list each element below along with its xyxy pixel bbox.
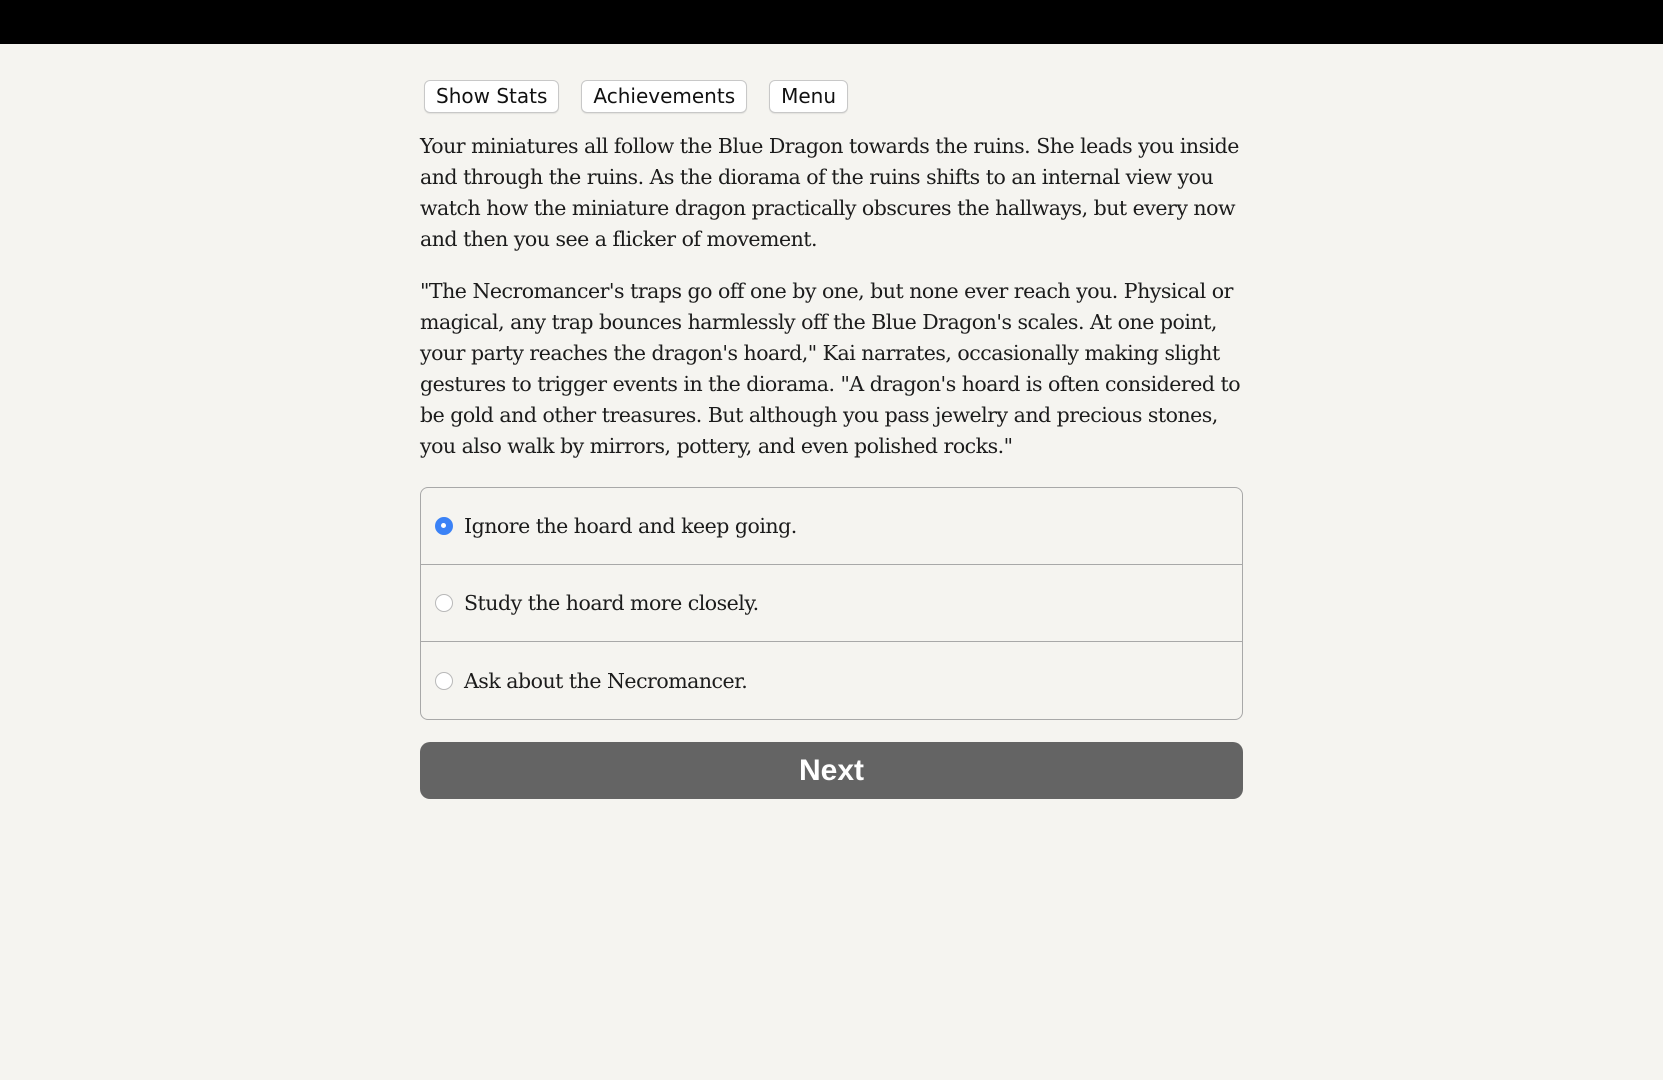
next-button[interactable]: Next	[420, 742, 1243, 799]
choice-label: Ignore the hoard and keep going.	[464, 514, 797, 538]
story-paragraph: Your miniatures all follow the Blue Dragon towards the ruins. She leads you inside and through the ruins. As the diorama of the ruins shifts to an internal view you watch how the miniature dragon practically obscures the hallways, but every now and then you see a flicker of movement.	[420, 134, 1239, 251]
top-bar	[0, 0, 1663, 44]
choice-label: Study the hoard more closely.	[464, 591, 759, 615]
choice-option-study-hoard[interactable]	[421, 565, 1242, 642]
choice-option-ask-necromancer[interactable]	[421, 642, 1242, 719]
radio-unselected-icon[interactable]	[435, 594, 453, 612]
game-container	[420, 80, 1243, 799]
toolbar	[424, 80, 1243, 113]
story-paragraph: "The Necromancer's traps go off one by one, but none ever reach you. Physical or magical, any trap bounces harmlessly off the Blue Dragon's scales. At one point, your party reaches the dragon's hoard," Kai narrates, occasionally making slight gestures to trigger events in the diorama. "A dragon's hoard is often considered to be gold and other treasures. But although you pass jewelry and precious stones, you also walk by mirrors, pottery, and even polished rocks."	[420, 279, 1241, 458]
choice-label: Ask about the Necromancer.	[464, 668, 748, 693]
show-stats-button[interactable]: Show Stats	[424, 80, 559, 113]
radio-unselected-icon[interactable]	[435, 672, 453, 690]
choice-list	[420, 487, 1243, 720]
story-text	[420, 131, 1243, 462]
radio-selected-icon[interactable]	[435, 517, 453, 535]
menu-button[interactable]: Menu	[769, 80, 848, 113]
choice-option-ignore-hoard[interactable]	[421, 488, 1242, 565]
achievements-button[interactable]: Achievements	[581, 80, 747, 113]
